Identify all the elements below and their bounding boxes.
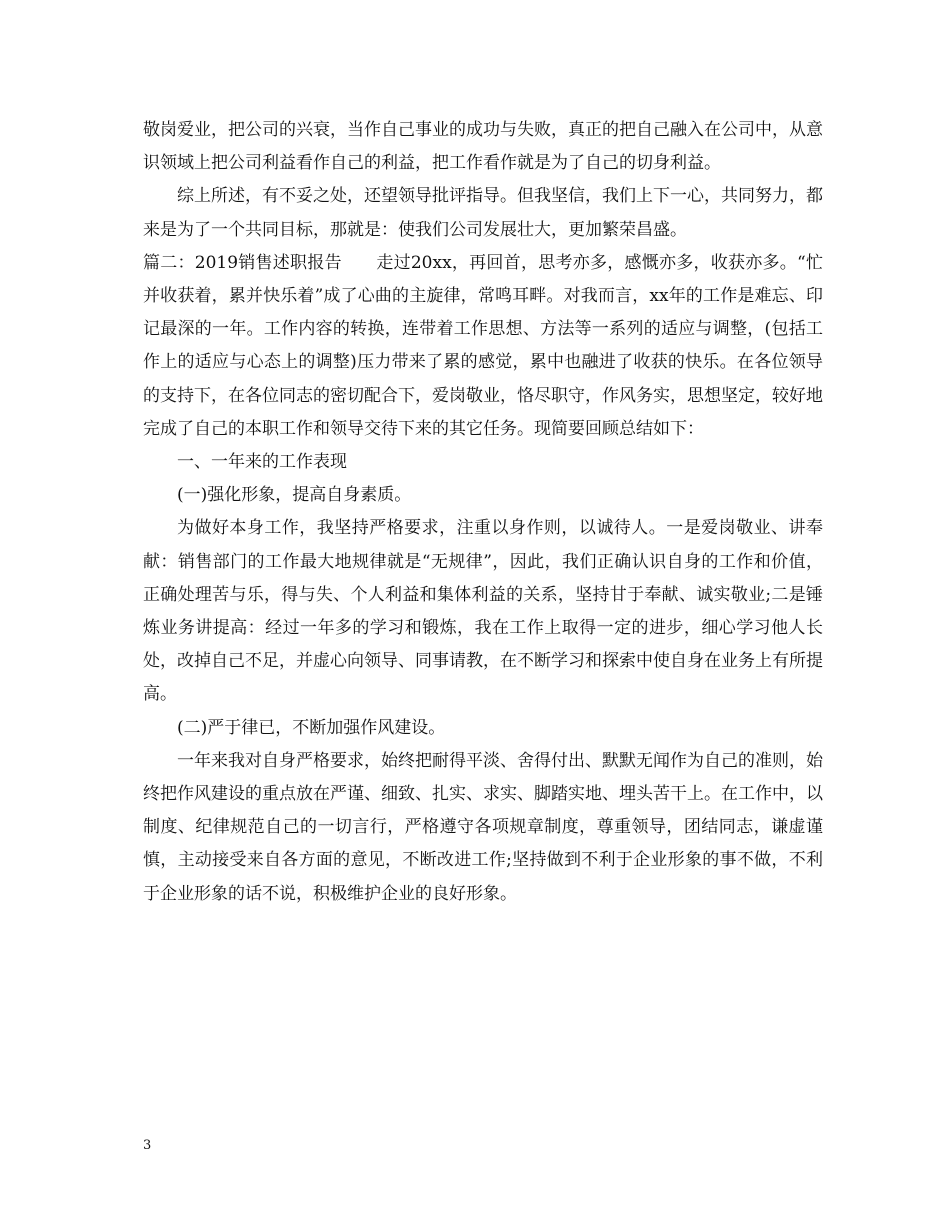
section-heading: 一、一年来的工作表现 <box>177 452 347 473</box>
paragraph-section-two: 篇二：2019销售述职报告 走过20xx，再回首，思考亦多，感慨亦多，收获亦多。“忙并收获着，累并快乐着”成了心曲的主旋律，常鸣耳畔。对我而言，xx年的工作是难忘、印记最深的一年。工作内容的转换，连带着工作思想、方法等一系列的适应与调整，(包括工作上的适应与心态上的调整)压力带来了累的感觉，累中也融进了收获的快乐。在各位领导的支持下，在各位同志的密切配合下，爱岗敬业，恪尽职守，作风务实，思想坚定，较好地完成了自己的本职工作和领导交待下来的其它任务。现简要回顾总结如下： <box>143 252 823 439</box>
paragraph: 一年来我对自身严格要求，始终把耐得平淡、舍得付出、默默无闻作为自己的准则，始终把作风建设的重点放在严谨、细致、扎实、求实、脚踏实地、埋头苦干上。在工作中，以制度、纪律规范自己的一切言行，严格遵守各项规章制度，尊重领导，团结同志，谦虚谨慎，主动接受来自各方面的意见，不断改进工作;坚持做到不利于企业形象的事不做，不利于企业形象的话不说，积极维护企业的良好形象。 <box>143 750 823 904</box>
paragraph: 综上所述，有不妥之处，还望领导批评指导。但我坚信，我们上下一心，共同努力，都来是为了一个共同目标，那就是：使我们公司发展壮大，更加繁荣昌盛。 <box>143 186 823 240</box>
document-body <box>143 114 823 911</box>
paragraph: 敬岗爱业，把公司的兴衰，当作自己事业的成功与失败，真正的把自己融入在公司中，从意识领域上把公司利益看作自己的利益，把工作看作就是为了自己的切身利益。 <box>143 120 823 174</box>
paragraph: 为做好本身工作，我坚持严格要求，注重以身作则，以诚待人。一是爱岗敬业、讲奉献：销售部门的工作最大地规律就是“无规律”，因此，我们正确认识自身的工作和价值，正确处理苦与乐，得与失、个人利益和集体利益的关系，坚持甘于奉献、诚实敬业;二是锤炼业务讲提高：经过一年多的学习和锻炼，我在工作上取得一定的进步，细心学习他人长处，改掉自己不足，并虚心向领导、同事请教，在不断学习和探索中使自身在业务上有所提高。 <box>143 518 823 705</box>
subsection-heading: (二)严于律已，不断加强作风建设。 <box>177 717 446 738</box>
subsection-heading: (一)强化形象，提高自身素质。 <box>177 485 412 506</box>
page-number: 3 <box>143 1138 152 1153</box>
